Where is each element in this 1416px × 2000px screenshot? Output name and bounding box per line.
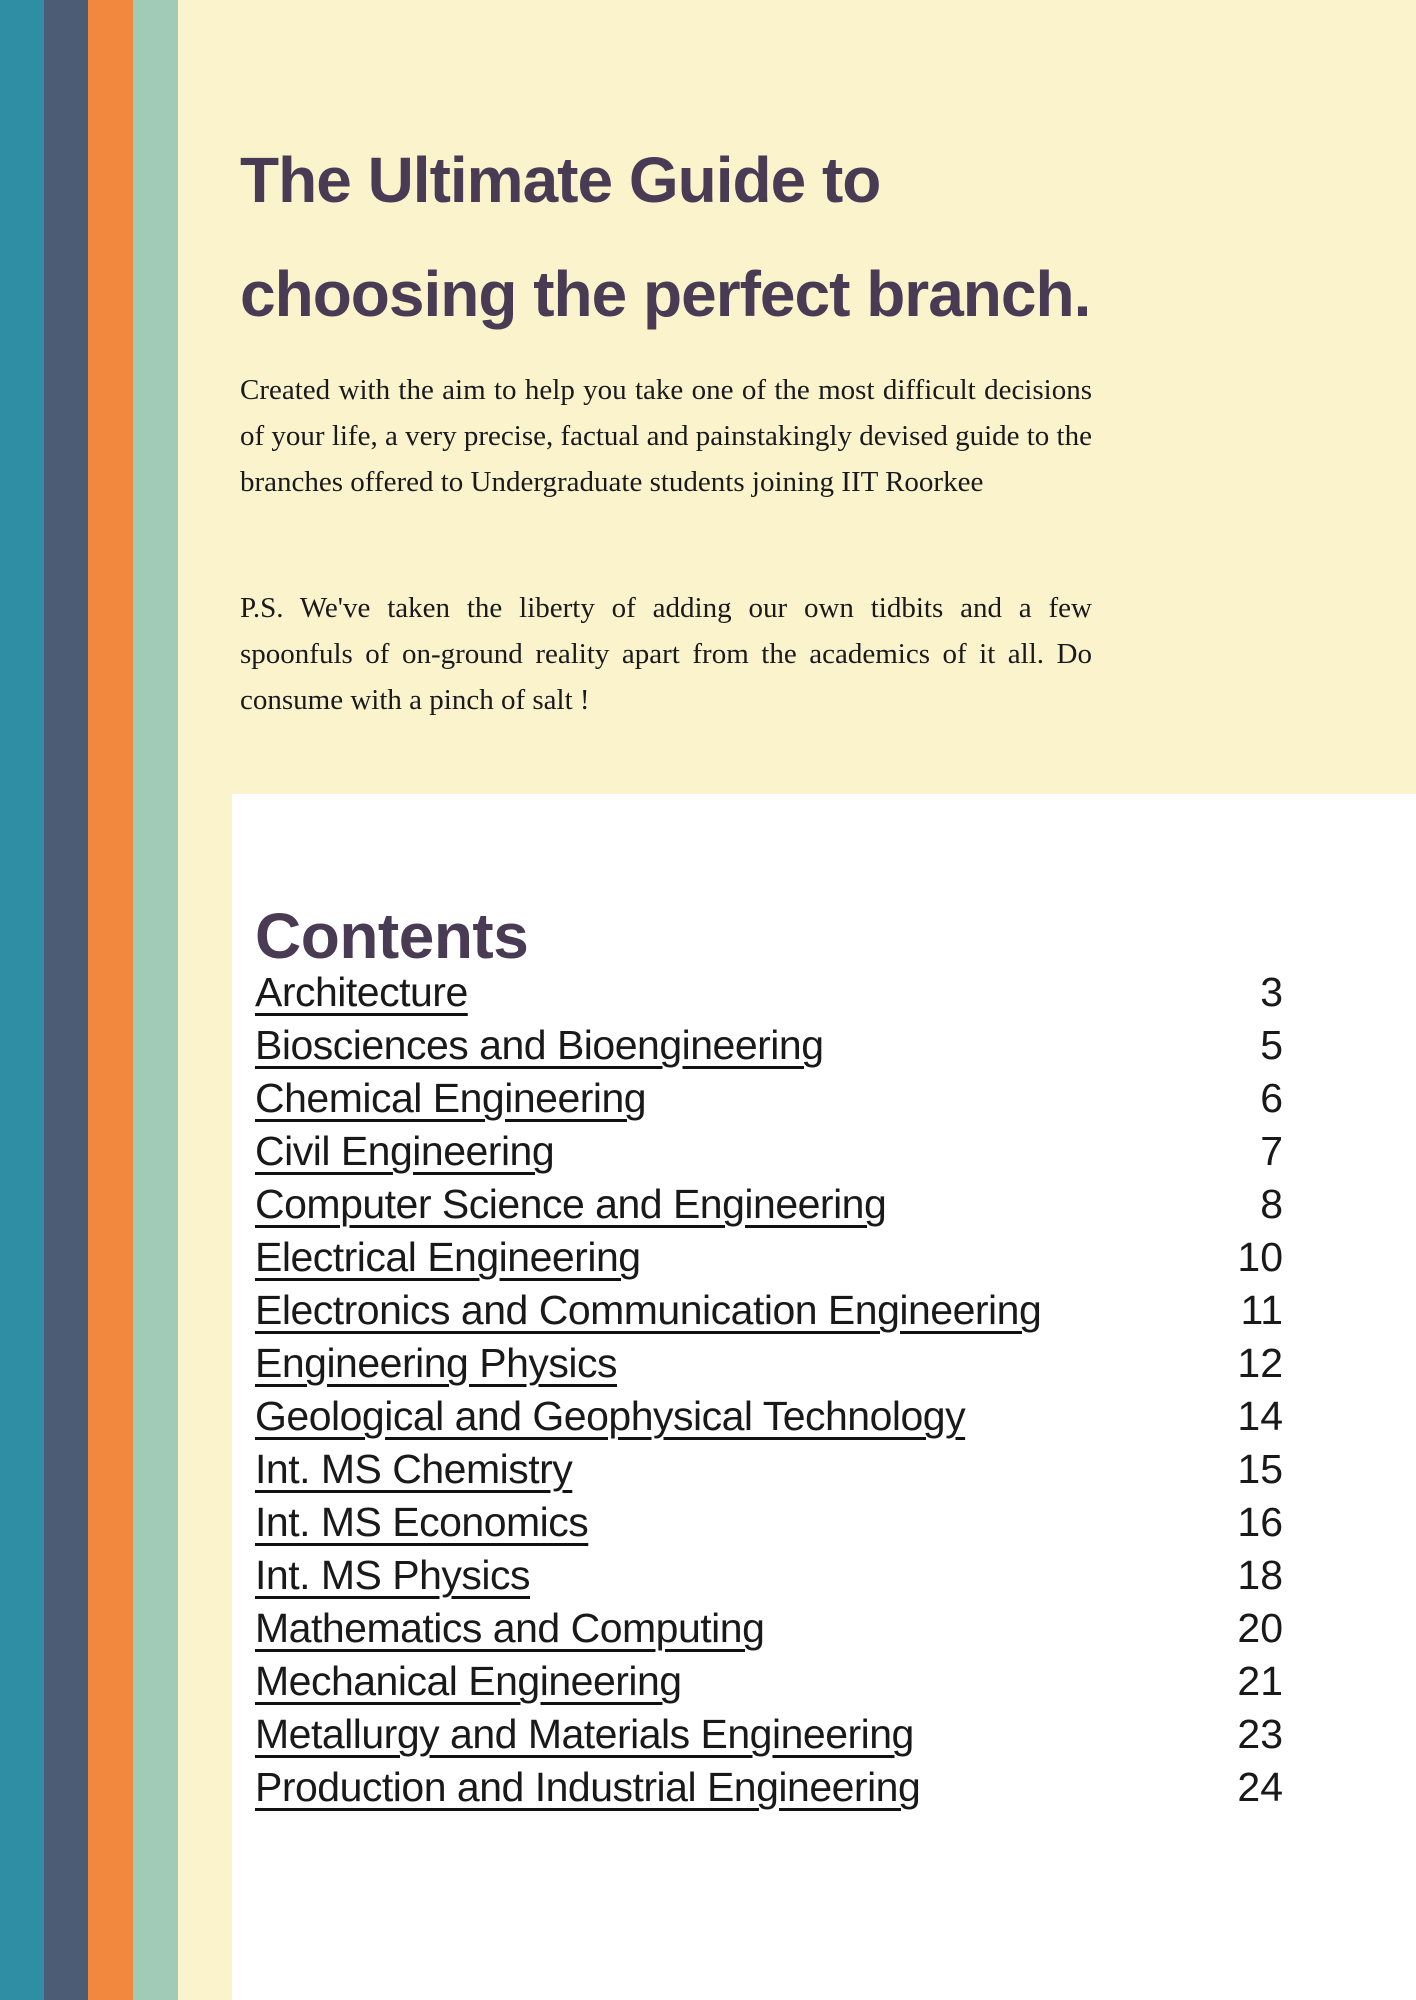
toc-row — [255, 1021, 1283, 1074]
toc-row — [255, 968, 1283, 1021]
toc-link-engineering-physics[interactable]: Engineering Physics — [255, 1340, 617, 1386]
intro-paragraph: Created with the aim to help you take one of the most difficult decisions of your life, a very precise, factual and painstakingly devised guide to the branches offered to Undergraduate students joining IIT Roorkee — [240, 374, 1092, 498]
toc-link-geological-and-geophysical-technology[interactable]: Geological and Geophysical Technology — [255, 1393, 966, 1439]
toc-page-number: 7 — [1260, 1128, 1283, 1174]
toc-page-number: 11 — [1240, 1287, 1283, 1333]
toc-row — [255, 1657, 1283, 1710]
toc-link-mathematics-and-computing[interactable]: Mathematics and Computing — [255, 1605, 765, 1651]
toc-row — [255, 1445, 1283, 1498]
toc-link-int-ms-economics[interactable]: Int. MS Economics — [255, 1499, 589, 1545]
toc-row — [255, 1498, 1283, 1551]
page-title-line-2: choosing the perfect branch. — [240, 257, 1091, 330]
toc-page-number: 21 — [1237, 1658, 1283, 1704]
toc-row — [255, 1392, 1283, 1445]
contents-heading: Contents — [255, 900, 529, 973]
page-title — [240, 123, 1110, 351]
toc-page-number: 16 — [1237, 1499, 1283, 1545]
stripe-sage — [133, 0, 178, 2000]
toc-row — [255, 1710, 1283, 1763]
toc-link-computer-science-and-engineering[interactable]: Computer Science and Engineering — [255, 1181, 887, 1227]
toc-row — [255, 1233, 1283, 1286]
toc-link-electronics-and-communication-engineering[interactable]: Electronics and Communication Engineering — [255, 1287, 1042, 1333]
toc-page-number: 24 — [1237, 1764, 1283, 1810]
table-of-contents — [255, 968, 1283, 1816]
stripe-orange — [88, 0, 133, 2000]
toc-row — [255, 1286, 1283, 1339]
toc-page-number: 18 — [1237, 1552, 1283, 1598]
stripe-teal — [0, 0, 44, 2000]
stripe-slate — [44, 0, 88, 2000]
toc-link-biosciences-and-bioengineering[interactable]: Biosciences and Bioengineering — [255, 1022, 824, 1068]
toc-page-number: 23 — [1237, 1711, 1283, 1757]
toc-link-int-ms-physics[interactable]: Int. MS Physics — [255, 1552, 531, 1598]
toc-link-metallurgy-and-materials-engineering[interactable]: Metallurgy and Materials Engineering — [255, 1711, 914, 1757]
toc-page-number: 3 — [1260, 969, 1283, 1015]
toc-row — [255, 1180, 1283, 1233]
toc-row — [255, 1074, 1283, 1127]
toc-link-civil-engineering[interactable]: Civil Engineering — [255, 1128, 555, 1174]
toc-page-number: 5 — [1260, 1022, 1283, 1068]
toc-link-chemical-engineering[interactable]: Chemical Engineering — [255, 1075, 647, 1121]
toc-row — [255, 1763, 1283, 1816]
toc-row — [255, 1551, 1283, 1604]
page-title-line-1: The Ultimate Guide to — [240, 143, 881, 216]
toc-page-number: 6 — [1260, 1075, 1283, 1121]
toc-page-number: 15 — [1237, 1446, 1283, 1492]
ps-paragraph: P.S. We've taken the liberty of adding our own tidbits and a few spoonfuls of on-ground reality apart from the academics of it all. Do consume with a pinch of salt ! — [240, 592, 1092, 716]
toc-link-production-and-industrial-engineering[interactable]: Production and Industrial Engineering — [255, 1764, 921, 1810]
toc-link-architecture[interactable]: Architecture — [255, 969, 468, 1015]
toc-page-number: 8 — [1260, 1181, 1283, 1227]
toc-row — [255, 1127, 1283, 1180]
toc-page-number: 20 — [1237, 1605, 1283, 1651]
toc-page-number: 12 — [1237, 1340, 1283, 1386]
toc-link-mechanical-engineering[interactable]: Mechanical Engineering — [255, 1658, 682, 1704]
toc-link-electrical-engineering[interactable]: Electrical Engineering — [255, 1234, 641, 1280]
toc-row — [255, 1339, 1283, 1392]
toc-link-int-ms-chemistry[interactable]: Int. MS Chemistry — [255, 1446, 573, 1492]
toc-page-number: 10 — [1237, 1234, 1283, 1280]
toc-page-number: 14 — [1237, 1393, 1283, 1439]
toc-row — [255, 1604, 1283, 1657]
